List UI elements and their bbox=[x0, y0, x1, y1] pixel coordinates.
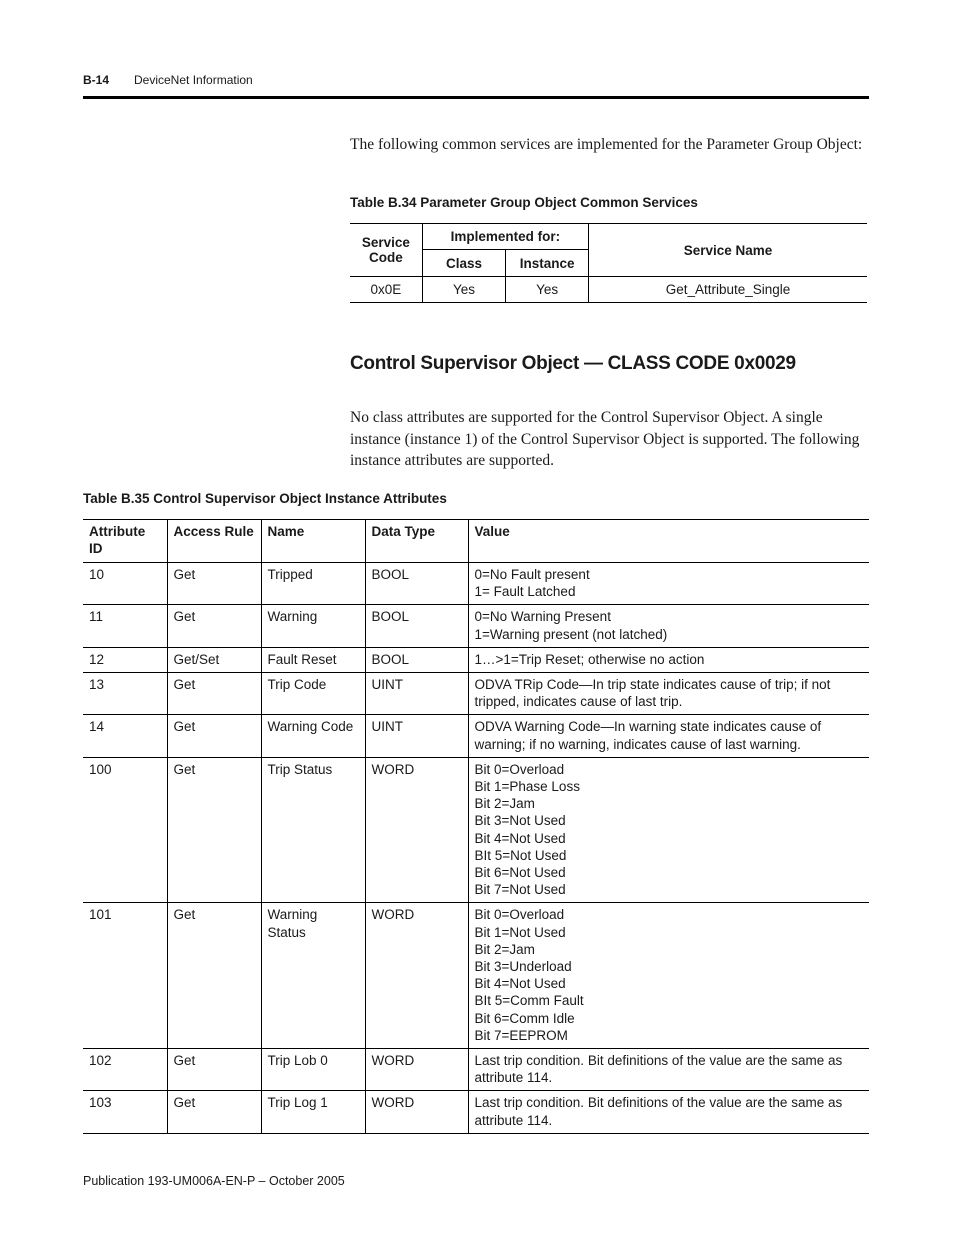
header-data-type: Data Type bbox=[365, 520, 468, 563]
value-line: Bit 1=Phase Loss bbox=[474, 779, 580, 795]
header-service-name: Service Name bbox=[588, 224, 867, 277]
value-line: 1=Warning present (not latched) bbox=[474, 626, 668, 642]
value-line: Bit 3=Not Used bbox=[474, 813, 566, 829]
cell-name: Trip Code bbox=[261, 673, 365, 715]
cell-data-type: BOOL bbox=[365, 647, 468, 672]
value-line: Bit 0=Overload bbox=[474, 907, 565, 923]
cell-class: Yes bbox=[422, 277, 505, 303]
cell-attribute-id: 103 bbox=[83, 1091, 167, 1133]
cell-attribute-id: 100 bbox=[83, 757, 167, 903]
value-line: Last trip condition. Bit definitions of the value are the same as attribute 114. bbox=[474, 1053, 843, 1086]
cell-attribute-id: 102 bbox=[83, 1049, 167, 1091]
cell-value bbox=[468, 647, 869, 672]
cell-access-rule: Get/Set bbox=[167, 647, 261, 672]
cell-name: Trip Log 1 bbox=[261, 1091, 365, 1133]
header-rule bbox=[83, 96, 869, 99]
cell-name: Fault Reset bbox=[261, 647, 365, 672]
value-line: Bit 2=Jam bbox=[474, 796, 535, 812]
cell-data-type: WORD bbox=[365, 1091, 468, 1133]
cell-attribute-id: 101 bbox=[83, 903, 167, 1049]
cell-value bbox=[468, 563, 869, 605]
cell-name: Trip Status bbox=[261, 757, 365, 903]
value-line: Bit 3=Underload bbox=[474, 959, 572, 975]
cell-instance: Yes bbox=[506, 277, 589, 303]
section-heading: Control Supervisor Object — CLASS CODE 0x0029 bbox=[350, 353, 796, 374]
value-line: Bit 0=Overload bbox=[474, 761, 565, 777]
cell-access-rule: Get bbox=[167, 605, 261, 647]
cell-name: Trip Lob 0 bbox=[261, 1049, 365, 1091]
cell-data-type: BOOL bbox=[365, 563, 468, 605]
cell-attribute-id: 12 bbox=[83, 647, 167, 672]
value-line: 1…>1=Trip Reset; otherwise no action bbox=[474, 651, 705, 667]
header-value: Value bbox=[468, 520, 869, 563]
cell-access-rule: Get bbox=[167, 563, 261, 605]
value-line: Bit 1=Not Used bbox=[474, 924, 566, 940]
cell-value bbox=[468, 673, 869, 715]
header-class: Class bbox=[422, 250, 505, 277]
running-header-title: DeviceNet Information bbox=[134, 73, 253, 87]
cell-access-rule: Get bbox=[167, 1049, 261, 1091]
value-line: Bit 4=Not Used bbox=[474, 976, 566, 992]
table-b34-caption: Table B.34 Parameter Group Object Common Services bbox=[350, 195, 698, 210]
intro-paragraph: The following common services are implemented for the Parameter Group Object: bbox=[350, 136, 863, 153]
header-instance: Instance bbox=[506, 250, 589, 277]
cell-name: Warning bbox=[261, 605, 365, 647]
cell-value bbox=[468, 903, 869, 1049]
value-line: Bit 7=EEPROM bbox=[474, 1027, 568, 1043]
value-line: ODVA TRip Code—In trip state indicates cause of trip; if not tripped, indicates cause of last trip. bbox=[474, 677, 831, 710]
cell-data-type: WORD bbox=[365, 757, 468, 903]
header-access-rule: Access Rule bbox=[167, 520, 261, 563]
cell-name: Tripped bbox=[261, 563, 365, 605]
value-line: ODVA Warning Code—In warning state indicates cause of warning; if no warning, indicates cause of last warning. bbox=[474, 719, 822, 752]
cell-value bbox=[468, 1091, 869, 1133]
cell-access-rule: Get bbox=[167, 673, 261, 715]
value-line: Bit 7=Not Used bbox=[474, 882, 566, 898]
table-row bbox=[83, 605, 869, 647]
table-b35-caption: Table B.35 Control Supervisor Object Instance Attributes bbox=[83, 491, 447, 506]
value-line: BIt 5=Not Used bbox=[474, 847, 567, 863]
cell-data-type: UINT bbox=[365, 715, 468, 757]
cell-name: Warning Status bbox=[261, 903, 365, 1049]
table-row bbox=[83, 1091, 869, 1133]
cell-service-code: 0x0E bbox=[350, 277, 422, 303]
cell-value bbox=[468, 605, 869, 647]
value-line: BIt 5=Comm Fault bbox=[474, 993, 584, 1009]
header-implemented-for: Implemented for: bbox=[422, 224, 588, 250]
table-row bbox=[83, 757, 869, 903]
table-row bbox=[83, 673, 869, 715]
section-paragraph: No class attributes are supported for the Control Supervisor Object. A single instance (instance 1) of the Control Supervisor Object is supported. The following instance attributes are supported. bbox=[350, 409, 860, 469]
value-line: Last trip condition. Bit definitions of the value are the same as attribute 114. bbox=[474, 1095, 843, 1128]
value-line: 0=No Fault present bbox=[474, 567, 590, 582]
value-line: 1= Fault Latched bbox=[474, 584, 576, 600]
page-number: B-14 bbox=[83, 73, 110, 87]
table-row bbox=[83, 903, 869, 1049]
header-attribute-id: Attribute ID bbox=[83, 520, 167, 563]
services-table bbox=[350, 223, 867, 303]
cell-value bbox=[468, 757, 869, 903]
cell-attribute-id: 11 bbox=[83, 605, 167, 647]
cell-data-type: WORD bbox=[365, 903, 468, 1049]
table-row bbox=[350, 277, 867, 303]
value-line: 0=No Warning Present bbox=[474, 609, 611, 625]
table-row bbox=[83, 563, 869, 605]
cell-access-rule: Get bbox=[167, 1091, 261, 1133]
attributes-table bbox=[83, 519, 869, 1134]
footer-publication: Publication 193-UM006A-EN-P – October 2005 bbox=[83, 1174, 345, 1188]
table-row bbox=[83, 1049, 869, 1091]
cell-service-name: Get_Attribute_Single bbox=[588, 277, 867, 303]
header-name: Name bbox=[261, 520, 365, 563]
header-service-code: Service Code bbox=[350, 224, 422, 277]
cell-name: Warning Code bbox=[261, 715, 365, 757]
cell-access-rule: Get bbox=[167, 757, 261, 903]
cell-data-type: WORD bbox=[365, 1049, 468, 1091]
value-line: Bit 6=Comm Idle bbox=[474, 1010, 575, 1026]
cell-access-rule: Get bbox=[167, 715, 261, 757]
value-line: Bit 4=Not Used bbox=[474, 830, 566, 846]
cell-access-rule: Get bbox=[167, 903, 261, 1049]
cell-attribute-id: 10 bbox=[83, 563, 167, 605]
cell-attribute-id: 13 bbox=[83, 673, 167, 715]
value-line: Bit 2=Jam bbox=[474, 941, 535, 957]
cell-data-type: BOOL bbox=[365, 605, 468, 647]
cell-value bbox=[468, 1049, 869, 1091]
cell-attribute-id: 14 bbox=[83, 715, 167, 757]
table-row bbox=[83, 715, 869, 757]
value-line: Bit 6=Not Used bbox=[474, 865, 566, 881]
table-row bbox=[83, 647, 869, 672]
cell-data-type: UINT bbox=[365, 673, 468, 715]
cell-value bbox=[468, 715, 869, 757]
